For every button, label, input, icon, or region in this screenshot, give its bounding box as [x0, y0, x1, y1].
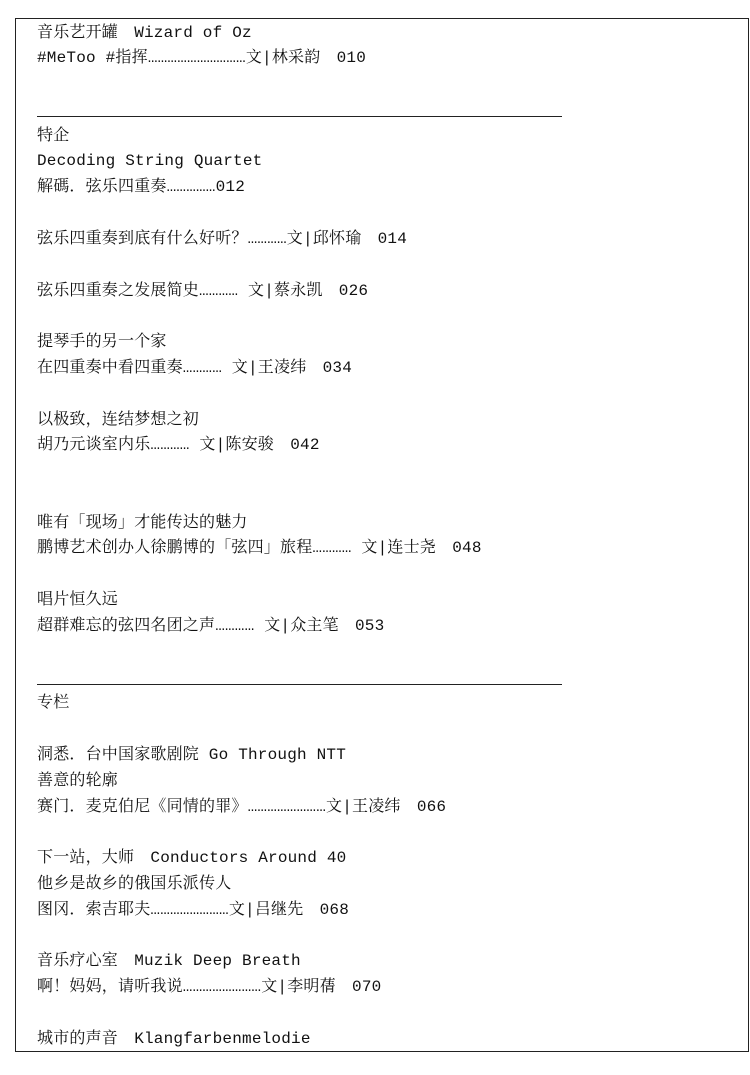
toc-entry-sokhiev: 图冈．索吉耶夫……………………文|吕继先 068: [37, 901, 350, 919]
toc-entry-title: 提琴手的另一个家: [37, 333, 167, 351]
toc-entry-title: 唱片恒久远: [37, 591, 119, 609]
section-subheading: Decoding String Quartet: [37, 152, 263, 170]
section-heading-special: 特企: [37, 127, 70, 145]
toc-entry-title: 以极致，连结梦想之初: [37, 411, 200, 429]
toc-entry-decoding: 解碼．弦乐四重奏……………012: [37, 178, 246, 196]
toc-entry-chamber-music: 胡乃元谈室内乐………… 文|陈安骏 042: [37, 436, 320, 454]
toc-entry-title: 唯有「现场」才能传达的魅力: [37, 514, 248, 532]
toc-entry-pengbo: 鹏博艺术创办人徐鹏博的「弦四」旅程………… 文|连士尧 048: [37, 539, 482, 557]
toc-entry-metoo: #MeToo #指挥…………………………文|林采韵 010: [37, 49, 367, 67]
page-frame: [15, 18, 749, 1052]
section-divider: [37, 684, 562, 685]
column-title: 下一站，大师 Conductors Around 40: [37, 849, 347, 867]
toc-entry-history: 弦乐四重奏之发展简史………… 文|蔡永凯 026: [37, 282, 369, 300]
toc-entry-title: 善意的轮廓: [37, 772, 119, 790]
section-heading-columns: 专栏: [37, 694, 70, 712]
column-title: 洞悉．台中国家歌剧院 Go Through NTT: [37, 746, 347, 764]
column-title: 城市的声音 Klangfarbenmelodie: [37, 1030, 311, 1048]
toc-entry-quartet-view: 在四重奏中看四重奏………… 文|王凌纬 034: [37, 359, 353, 377]
column-title: 音乐疗心室 Muzik Deep Breath: [37, 952, 301, 970]
toc-line-column-title: 音乐艺开罐 Wizard of Oz: [37, 24, 252, 42]
toc-entry-mcburney: 赛门．麦克伯尼《同情的罪》……………………文|王凌纬 066: [37, 798, 447, 816]
toc-entry-title: 他乡是故乡的俄国乐派传人: [37, 875, 232, 893]
toc-entry-records: 超群难忘的弦四名团之声………… 文|众主笔 053: [37, 617, 385, 635]
section-divider: [37, 116, 562, 117]
toc-entry-what-to-hear: 弦乐四重奏到底有什么好听？…………文|邱怀瑜 014: [37, 230, 408, 248]
toc-entry-mother: 啊！妈妈，请听我说……………………文|李明蒨 070: [37, 978, 382, 996]
